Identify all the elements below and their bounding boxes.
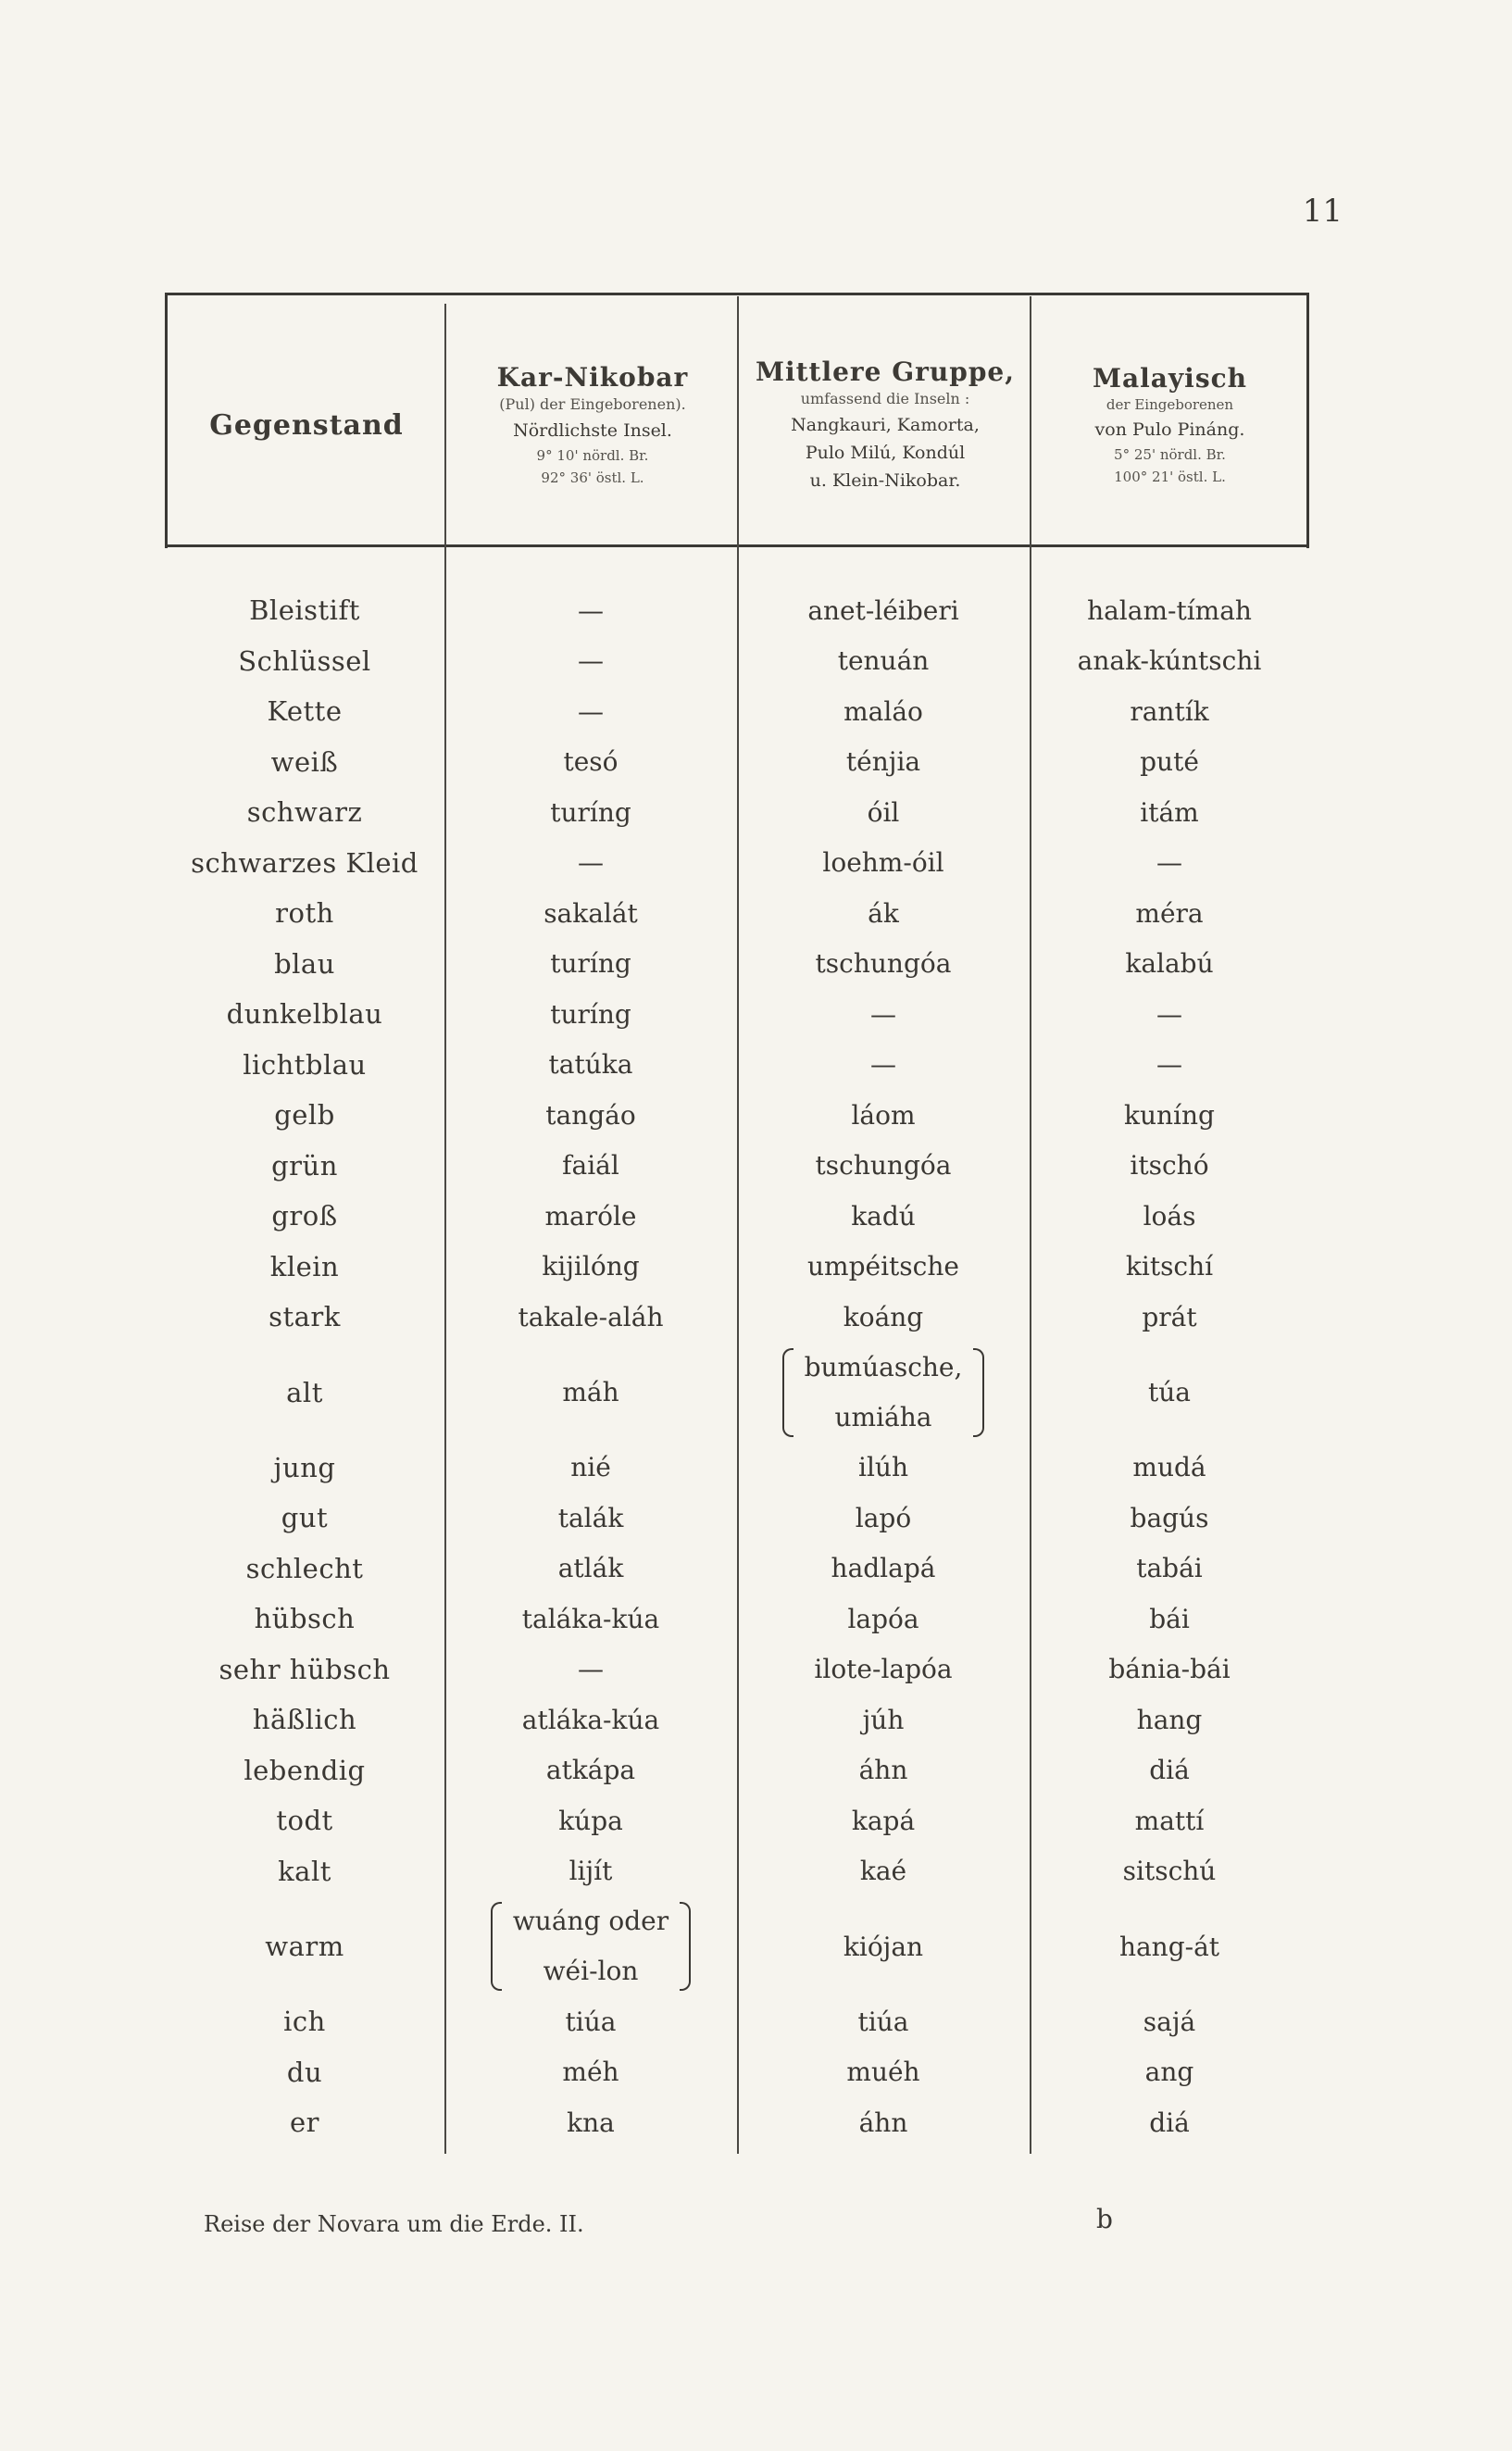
cell-kar-nikobar: tatúka <box>548 1049 633 1081</box>
cell-object: lebendig <box>244 1754 366 1786</box>
table-row <box>165 1795 1309 1846</box>
cell-malay: méra <box>1135 897 1204 929</box>
cell-kar-nikobar: atlák <box>557 1553 624 1584</box>
cell-malay: diá <box>1149 1755 1190 1786</box>
cell-malay: hang-át <box>1118 1931 1220 1962</box>
table-left-rule <box>165 293 168 548</box>
cell-object: du <box>286 2056 323 2088</box>
right-brace <box>680 1902 691 1991</box>
cell-object: stark <box>269 1301 341 1333</box>
cell-middle-group: tenuán <box>837 645 930 677</box>
header-kar-title: Kar-Nikobar <box>496 361 689 393</box>
cell-middle-group: lapó <box>855 1502 912 1533</box>
vocabulary-table <box>165 293 1309 2154</box>
cell-malay: túa <box>1148 1377 1191 1407</box>
cell-kar-nikobar: máh <box>562 1377 619 1407</box>
table-row <box>165 1040 1309 1091</box>
table-row <box>165 1292 1309 1343</box>
cell-middle-group: júh <box>862 1704 905 1735</box>
table-row <box>165 1090 1309 1141</box>
table-row <box>165 989 1309 1040</box>
table-body <box>165 585 1309 2148</box>
cell-middle-group: láom <box>851 1099 916 1131</box>
table-row <box>165 1996 1309 2047</box>
table-row <box>165 1242 1309 1293</box>
cell-malay: kitschí <box>1125 1251 1214 1282</box>
table-row <box>165 686 1309 737</box>
cell-middle-group: kapá <box>851 1805 916 1836</box>
cell-object: sehr hübsch <box>219 1653 391 1685</box>
header-malay-sub: der Eingeborenen <box>1106 395 1234 413</box>
cell-middle-group: áhn <box>858 1755 908 1786</box>
cell-object: ich <box>283 2006 326 2038</box>
table-row <box>165 1745 1309 1796</box>
cell-middle-group: tiúa <box>857 2006 909 2037</box>
cell-malay: prát <box>1142 1301 1197 1332</box>
header-kar-sub: (Pul) der Eingeborenen). <box>499 394 686 413</box>
cell-object: dunkelblau <box>226 998 383 1031</box>
cell-object: weiß <box>270 745 339 778</box>
header-kar-island: Nördlichste Insel. <box>513 419 672 441</box>
cell-malay: mattí <box>1134 1805 1205 1836</box>
table-row <box>165 737 1309 788</box>
cell-kar-nikobar: kna <box>567 2107 615 2138</box>
cell-malay: — <box>1156 847 1182 879</box>
cell-middle-group: áhn <box>858 2107 908 2138</box>
cell-middle-group: koáng <box>843 1301 924 1332</box>
cell-kar-nikobar: — <box>578 695 604 727</box>
cell-object: todt <box>276 1805 333 1837</box>
cell-middle-group: ilúh <box>858 1452 908 1483</box>
cell-malay: mudá <box>1132 1452 1206 1483</box>
left-brace <box>782 1348 793 1437</box>
cell-malay: kuníng <box>1124 1099 1215 1131</box>
table-row <box>165 888 1309 939</box>
table-row <box>165 1644 1309 1695</box>
cell-kar-nikobar: turíng <box>550 998 631 1030</box>
cell-kar-nikobar: talák <box>557 1502 624 1533</box>
cell-kar-nikobar: — <box>578 645 604 677</box>
cell-malay: hang <box>1136 1704 1203 1735</box>
table-row <box>165 838 1309 889</box>
cell-malay: loás <box>1143 1200 1196 1232</box>
cell-malay: anak-kúntschi <box>1077 645 1262 677</box>
cell-kar-nikobar: nié <box>570 1452 611 1483</box>
cell-kar-nikobar: tesó <box>563 746 619 778</box>
cell-middle-group: tschungóa <box>815 948 952 980</box>
cell-middle-group <box>737 1343 1030 1443</box>
cell-object: warm <box>265 1931 344 1962</box>
cell-middle-group: ilote-lapóa <box>814 1654 953 1685</box>
table-row <box>165 939 1309 990</box>
table-row <box>165 1343 1309 1443</box>
cell-middle-group: — <box>870 998 896 1030</box>
header-middle-islands-1: Nangkauri, Kamorta, <box>791 414 980 435</box>
table-top-rule <box>165 293 1309 295</box>
cell-kar-nikobar <box>444 1896 737 1996</box>
cell-object: Bleistift <box>249 594 360 627</box>
variant-line: umiáha <box>834 1401 932 1432</box>
cell-middle-group: ténjia <box>845 746 921 778</box>
header-middle-sub: umfassend die Inseln : <box>800 389 970 407</box>
cell-kar-nikobar: maróle <box>544 1200 637 1232</box>
cell-object: kalt <box>278 1855 331 1887</box>
table-row <box>165 2047 1309 2098</box>
table-row <box>165 1896 1309 1996</box>
cell-kar-nikobar: — <box>578 594 604 626</box>
cell-kar-nikobar: kijilóng <box>542 1251 640 1282</box>
cell-object: er <box>289 2107 320 2139</box>
header-object-title: Gegenstand <box>209 408 404 442</box>
cell-object: klein <box>269 1250 340 1282</box>
table-row <box>165 2097 1309 2148</box>
cell-middle-group: kadú <box>851 1200 916 1232</box>
cell-malay: sajá <box>1143 2006 1196 2037</box>
signature-mark: b <box>1096 2204 1113 2234</box>
header-kar-latitude: 9° 10' nördl. Br. <box>536 446 649 464</box>
table-row <box>165 1443 1309 1494</box>
cell-object: roth <box>275 897 334 930</box>
cell-middle-group: — <box>870 1049 896 1081</box>
table-row <box>165 787 1309 838</box>
cell-malay: ang <box>1144 2057 1194 2088</box>
header-malay-title: Malayisch <box>1093 362 1247 394</box>
cell-kar-nikobar: turíng <box>550 948 631 980</box>
cell-middle-group: anet-léiberi <box>807 594 959 626</box>
cell-object: Kette <box>267 695 343 728</box>
cell-malay: — <box>1156 998 1182 1030</box>
page-number: 11 <box>1302 193 1343 230</box>
cell-kar-nikobar: taláka-kúa <box>521 1603 660 1634</box>
cell-malay: rantík <box>1130 695 1209 727</box>
header-malay-island: von Pulo Pináng. <box>1094 419 1245 440</box>
cell-malay: itám <box>1140 796 1199 828</box>
bracketed-variants <box>489 1896 693 1996</box>
cell-malay: halam-tímah <box>1087 594 1252 626</box>
cell-object: gelb <box>274 1099 335 1132</box>
cell-object: schlecht <box>245 1552 364 1584</box>
cell-kar-nikobar: turíng <box>550 796 631 828</box>
header-kar-longitude: 92° 36' östl. L. <box>541 469 644 486</box>
cell-middle-group: tschungóa <box>815 1150 952 1182</box>
bracketed-variants <box>781 1343 987 1443</box>
cell-object: gut <box>281 1502 329 1534</box>
cell-malay: diá <box>1149 2107 1190 2138</box>
cell-kar-nikobar: atláka-kúa <box>521 1704 660 1735</box>
cell-object: groß <box>271 1200 338 1232</box>
cell-middle-group: ák <box>868 897 899 929</box>
cell-kar-nikobar: takale-aláh <box>518 1301 664 1332</box>
cell-kar-nikobar: tangáo <box>545 1099 636 1131</box>
cell-middle-group: lapóa <box>847 1603 919 1634</box>
cell-object: schwarz <box>246 796 363 829</box>
cell-kar-nikobar: sakalát <box>544 897 638 929</box>
cell-malay: puté <box>1140 746 1199 778</box>
cell-object: blau <box>274 947 335 980</box>
cell-middle-group: umpéitsche <box>807 1251 959 1282</box>
cell-kar-nikobar: méh <box>562 2057 619 2088</box>
footer-note: Reise der Novara um die Erde. II. <box>204 2211 584 2237</box>
cell-object: hübsch <box>254 1603 356 1635</box>
cell-middle-group: kaé <box>859 1856 907 1887</box>
table-row <box>165 1141 1309 1192</box>
cell-malay: — <box>1156 1049 1182 1081</box>
cell-kar-nikobar: — <box>578 1654 604 1685</box>
cell-malay: itschó <box>1130 1150 1209 1182</box>
header-middle-group <box>741 309 1030 541</box>
header-object <box>169 309 444 541</box>
table-row <box>165 1594 1309 1644</box>
cell-object: jung <box>273 1451 336 1483</box>
table-right-rule <box>1306 293 1309 548</box>
cell-kar-nikobar: lijít <box>569 1856 613 1887</box>
cell-kar-nikobar: atkápa <box>545 1755 636 1786</box>
cell-object: lichtblau <box>243 1048 367 1081</box>
variant-line: bumúasche, <box>804 1351 963 1382</box>
cell-kar-nikobar: kúpa <box>558 1805 623 1836</box>
header-middle-title: Mittlere Gruppe, <box>755 356 1015 387</box>
cell-object: Schlüssel <box>238 644 371 677</box>
table-row <box>165 1694 1309 1745</box>
header-kar-nikobar <box>448 309 737 541</box>
left-brace <box>491 1902 502 1991</box>
variant-line: wéi-lon <box>543 1956 639 1986</box>
header-malay-longitude: 100° 21' östl. L. <box>1114 468 1226 485</box>
cell-middle-group: loehm-óil <box>822 847 944 879</box>
cell-malay: bánia-bái <box>1108 1654 1231 1685</box>
cell-middle-group: hadlapá <box>831 1553 936 1584</box>
cell-malay: sitschú <box>1122 1856 1217 1887</box>
table-row <box>165 1846 1309 1897</box>
cell-object: grün <box>271 1149 338 1182</box>
cell-object: alt <box>286 1376 323 1408</box>
header-middle-islands-2: Pulo Milú, Kondúl <box>805 442 966 463</box>
cell-kar-nikobar: — <box>578 847 604 879</box>
header-malay-latitude: 5° 25' nördl. Br. <box>1114 445 1226 463</box>
cell-middle-group: óil <box>867 796 900 828</box>
cell-malay: bái <box>1149 1603 1190 1634</box>
table-row <box>165 585 1309 636</box>
cell-middle-group: maláo <box>843 695 923 727</box>
table-row <box>165 1493 1309 1544</box>
right-brace <box>973 1348 984 1437</box>
cell-malay: bagús <box>1130 1502 1209 1533</box>
table-row <box>165 1191 1309 1242</box>
table-row <box>165 1544 1309 1594</box>
cell-middle-group: kiójan <box>843 1931 924 1962</box>
header-middle-islands-3: u. Klein-Nikobar. <box>809 469 961 491</box>
cell-object: häßlich <box>252 1704 357 1736</box>
cell-middle-group: muéh <box>846 2057 920 2088</box>
header-malay <box>1033 309 1306 541</box>
cell-kar-nikobar: faiál <box>562 1150 619 1182</box>
cell-malay: tabái <box>1136 1553 1203 1584</box>
variant-line: wuáng oder <box>512 1906 669 1936</box>
cell-malay: kalabú <box>1125 948 1214 980</box>
cell-kar-nikobar: tiúa <box>565 2006 617 2037</box>
cell-object: schwarzes Kleid <box>191 846 419 879</box>
table-row <box>165 636 1309 687</box>
